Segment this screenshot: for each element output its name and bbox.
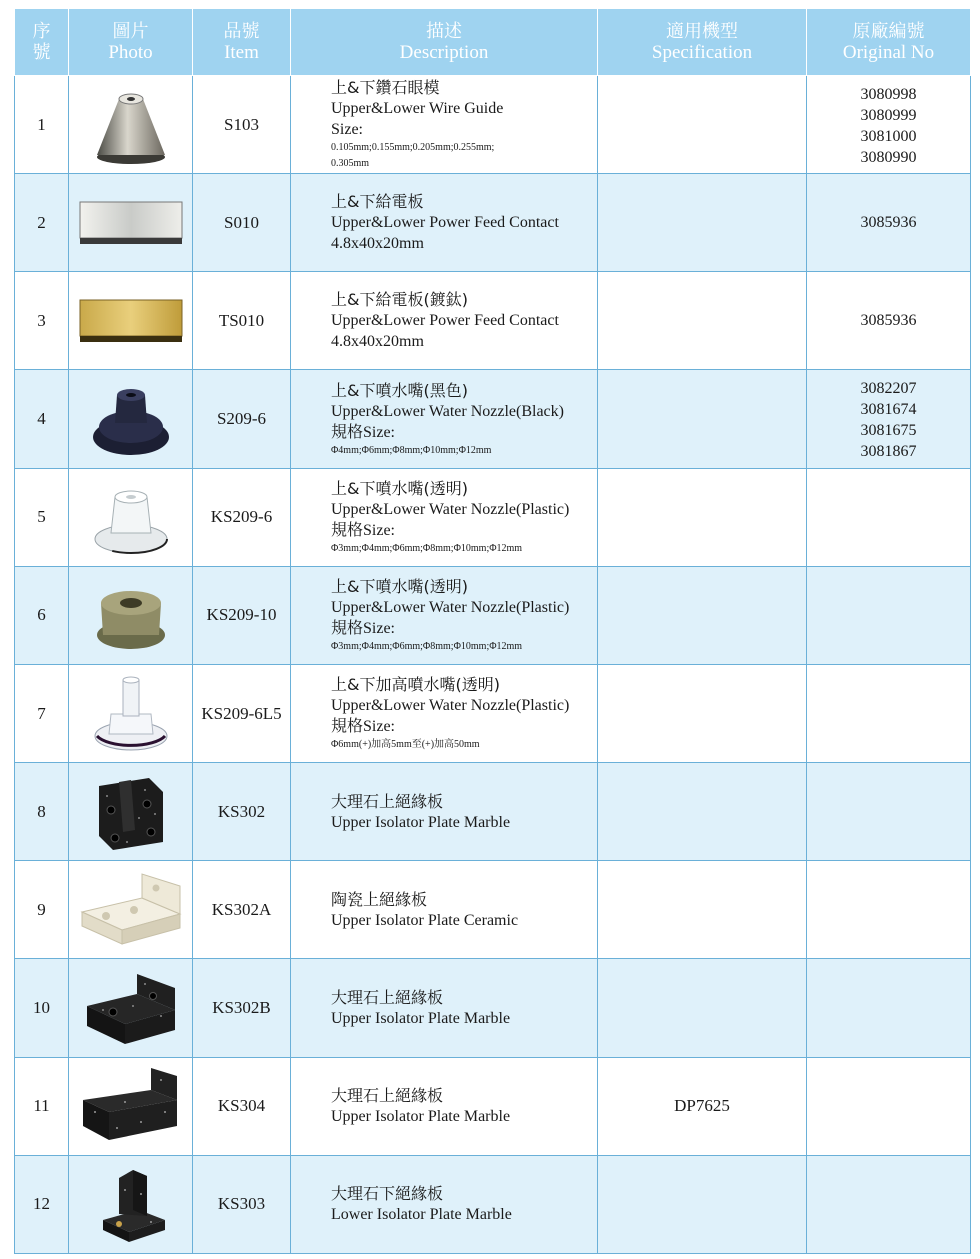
product-photo xyxy=(69,370,193,468)
row-index: 2 xyxy=(15,174,69,272)
amber-nozzle-icon xyxy=(89,575,173,655)
original-number: 3085936 xyxy=(860,312,917,330)
description-en: Upper&Lower Water Nozzle(Plastic) xyxy=(331,500,570,518)
item-code: KS304 xyxy=(193,1057,291,1155)
description-cell xyxy=(291,76,598,174)
description-en-extra: Size: xyxy=(331,121,363,139)
item-code: S103 xyxy=(193,76,291,174)
description-cell xyxy=(291,763,598,861)
description-en-extra: 規格Size: xyxy=(331,619,395,637)
row-index: 6 xyxy=(15,566,69,664)
original-number: 3081674 xyxy=(860,401,917,419)
description-en: Upper Isolator Plate Marble xyxy=(331,1108,511,1126)
description-cell xyxy=(291,861,598,959)
description-en-extra: 4.8x40x20mm xyxy=(331,333,424,351)
item-code: KS303 xyxy=(193,1155,291,1253)
row-index: 12 xyxy=(15,1155,69,1253)
header-photo-zh: 圖片 xyxy=(112,21,149,42)
header-description xyxy=(291,9,598,76)
original-number: 3080990 xyxy=(860,149,917,166)
specification-cell xyxy=(598,468,807,566)
description-size-list-extra: 0.305mm xyxy=(331,158,370,170)
description-zh: 上&下噴水嘴(黑色) xyxy=(331,380,468,400)
row-index: 1 xyxy=(15,76,69,174)
description-cell xyxy=(291,959,598,1057)
marble-l-block-icon xyxy=(81,1064,181,1148)
description-zh: 上&下給電板 xyxy=(331,192,424,212)
original-number: 3081675 xyxy=(860,422,917,440)
specification-cell xyxy=(598,272,807,370)
original-number-cell xyxy=(807,1057,971,1155)
header-description-zh: 描述 xyxy=(426,21,462,42)
table-row xyxy=(15,370,971,468)
description-en-extra: 規格Size: xyxy=(331,718,395,736)
original-number-cell xyxy=(807,566,971,664)
description-en: Upper Isolator Plate Marble xyxy=(331,1009,511,1027)
product-photo xyxy=(69,1057,193,1155)
header-description-en: Description xyxy=(399,42,489,63)
row-index: 5 xyxy=(15,468,69,566)
product-photo xyxy=(69,861,193,959)
description-zh: 大理石上絕緣板 xyxy=(331,987,444,1007)
header-photo xyxy=(69,9,193,76)
description-en: Upper&Lower Power Feed Contact xyxy=(331,312,559,330)
original-number-cell xyxy=(807,1155,971,1253)
item-code: KS209-6L5 xyxy=(193,664,291,762)
description-en: Lower Isolator Plate Marble xyxy=(331,1206,512,1224)
item-code: KS209-6 xyxy=(193,468,291,566)
original-number-cell xyxy=(807,174,971,272)
row-index: 11 xyxy=(15,1057,69,1155)
table-header xyxy=(15,9,971,76)
cone-wire-guide-icon xyxy=(91,85,171,165)
specification-cell xyxy=(598,664,807,762)
description-zh: 上&下噴水嘴(透明) xyxy=(331,478,468,498)
row-index: 8 xyxy=(15,763,69,861)
row-index: 10 xyxy=(15,959,69,1057)
description-size-list: Φ3mm;Φ4mm;Φ6mm;Φ8mm;Φ10mm;Φ12mm xyxy=(331,640,523,652)
table-row xyxy=(15,664,971,762)
description-cell xyxy=(291,468,598,566)
description-size-list: 0.105mm;0.155mm;0.205mm;0.255mm; xyxy=(331,142,495,154)
description-cell xyxy=(291,1057,598,1155)
description-en: Upper Isolator Plate Marble xyxy=(331,813,511,831)
description-cell xyxy=(291,174,598,272)
table-row xyxy=(15,272,971,370)
header-item-zh: 品號 xyxy=(223,21,260,42)
table-row xyxy=(15,959,971,1057)
table-row xyxy=(15,76,971,174)
gold-plate-icon xyxy=(78,296,184,346)
header-item-en: Item xyxy=(224,42,259,63)
specification-cell xyxy=(598,566,807,664)
clear-nozzle-icon xyxy=(89,477,173,557)
description-size-list: Φ3mm;Φ4mm;Φ6mm;Φ8mm;Φ10mm;Φ12mm xyxy=(331,542,523,554)
description-en-extra: 4.8x40x20mm xyxy=(331,235,424,253)
description-zh: 上&下噴水嘴(透明) xyxy=(331,576,468,596)
item-code: TS010 xyxy=(193,272,291,370)
header-item xyxy=(193,9,291,76)
item-code: KS302A xyxy=(193,861,291,959)
table-body xyxy=(15,76,971,1254)
description-size-list: Φ6mm(+)加高5mm至(+)加高50mm xyxy=(331,739,480,751)
description-en: Upper&Lower Power Feed Contact xyxy=(331,214,559,232)
parts-catalog-table xyxy=(14,8,971,1254)
item-code: S010 xyxy=(193,174,291,272)
description-size-list: Φ4mm;Φ6mm;Φ8mm;Φ10mm;Φ12mm xyxy=(331,444,492,456)
description-en: Upper&Lower Water Nozzle(Plastic) xyxy=(331,598,570,616)
original-number-cell xyxy=(807,272,971,370)
specification-cell xyxy=(598,370,807,468)
table-row xyxy=(15,1155,971,1253)
black-nozzle-icon xyxy=(89,379,173,459)
header-specification-zh: 適用機型 xyxy=(666,21,738,42)
product-photo xyxy=(69,76,193,174)
specification-cell xyxy=(598,174,807,272)
product-photo xyxy=(69,959,193,1057)
table-row xyxy=(15,763,971,861)
original-number: 3082207 xyxy=(860,380,917,398)
silver-plate-icon xyxy=(78,198,184,248)
header-index-zh: 序號 xyxy=(32,21,51,63)
description-en-extra: 規格Size: xyxy=(331,423,395,441)
table-row xyxy=(15,174,971,272)
specification-cell: DP7625 xyxy=(598,1057,807,1155)
header-photo-en: Photo xyxy=(108,42,153,63)
description-cell xyxy=(291,1155,598,1253)
original-number: 3080999 xyxy=(860,107,917,124)
description-zh: 大理石下絕緣板 xyxy=(331,1184,444,1204)
item-code: KS302B xyxy=(193,959,291,1057)
header-specification xyxy=(598,9,807,76)
description-en-extra: 規格Size: xyxy=(331,521,395,539)
original-number-cell xyxy=(807,468,971,566)
original-number-cell xyxy=(807,861,971,959)
header-original-en: Original No xyxy=(842,42,935,63)
item-code: KS209-10 xyxy=(193,566,291,664)
description-cell xyxy=(291,272,598,370)
original-number-cell xyxy=(807,763,971,861)
row-index: 3 xyxy=(15,272,69,370)
original-number: 3080998 xyxy=(860,86,917,103)
original-number: 3081000 xyxy=(860,128,917,145)
product-photo xyxy=(69,272,193,370)
marble-bracket-icon xyxy=(83,966,179,1050)
product-photo xyxy=(69,468,193,566)
item-code: S209-6 xyxy=(193,370,291,468)
description-cell xyxy=(291,370,598,468)
item-code: KS302 xyxy=(193,763,291,861)
specification-cell xyxy=(598,76,807,174)
product-photo xyxy=(69,174,193,272)
table-row xyxy=(15,566,971,664)
original-number-cell xyxy=(807,664,971,762)
description-zh: 上&下鑽石眼模 xyxy=(331,78,440,98)
description-zh: 大理石上絕緣板 xyxy=(331,791,444,811)
description-en: Upper&Lower Water Nozzle(Black) xyxy=(331,402,564,420)
table-row xyxy=(15,861,971,959)
description-en: Upper&Lower Wire Guide xyxy=(331,100,504,118)
specification-cell xyxy=(598,861,807,959)
row-index: 9 xyxy=(15,861,69,959)
table-row xyxy=(15,468,971,566)
specification-cell xyxy=(598,1155,807,1253)
description-zh: 上&下加高噴水嘴(透明) xyxy=(331,675,500,695)
description-cell xyxy=(291,664,598,762)
header-original xyxy=(807,9,971,76)
description-en: Upper Isolator Plate Ceramic xyxy=(331,911,519,929)
specification-cell xyxy=(598,763,807,861)
description-cell xyxy=(291,566,598,664)
header-specification-en: Specification xyxy=(651,42,753,63)
header-index xyxy=(15,9,69,76)
description-zh: 上&下給電板(鍍鈦) xyxy=(331,290,468,310)
description-en: Upper&Lower Water Nozzle(Plastic) xyxy=(331,697,570,715)
row-index: 7 xyxy=(15,664,69,762)
specification-cell xyxy=(598,959,807,1057)
table-row xyxy=(15,1057,971,1155)
original-number: 3081867 xyxy=(860,443,917,461)
original-number: 3085936 xyxy=(860,214,917,232)
product-photo xyxy=(69,1155,193,1253)
tall-nozzle-icon xyxy=(89,672,173,756)
description-zh: 大理石上絕緣板 xyxy=(331,1086,444,1106)
product-photo xyxy=(69,566,193,664)
header-original-zh: 原廠編號 xyxy=(852,21,925,42)
marble-block-icon xyxy=(89,770,173,854)
original-number-cell xyxy=(807,76,971,174)
marble-lower-block-icon xyxy=(89,1162,173,1246)
ceramic-bracket-icon xyxy=(78,868,184,952)
product-photo xyxy=(69,664,193,762)
row-index: 4 xyxy=(15,370,69,468)
description-zh: 陶瓷上絕緣板 xyxy=(331,889,428,909)
original-number-cell xyxy=(807,370,971,468)
product-photo xyxy=(69,763,193,861)
original-number-cell xyxy=(807,959,971,1057)
